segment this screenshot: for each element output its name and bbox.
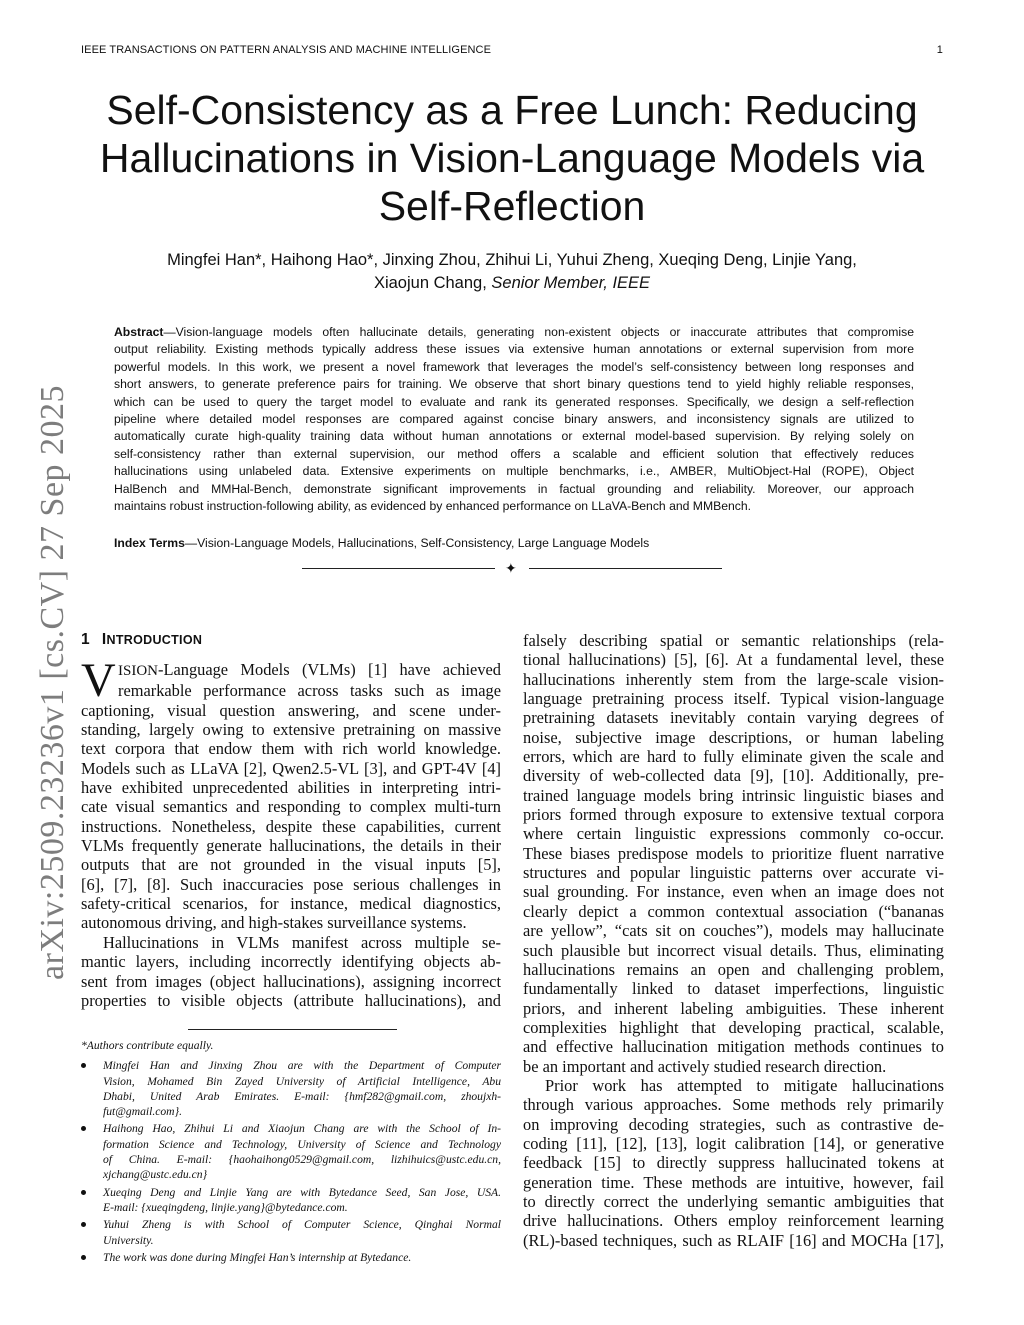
section-title-initial: I	[101, 631, 107, 648]
bullet-icon	[81, 1190, 86, 1195]
index-terms	[114, 535, 914, 552]
body-line: falsely describing spatial or semantic relationships (rela-	[523, 631, 944, 650]
author-name-last: Xiaojun Chang,	[373, 274, 487, 292]
abstract-line: self-consistency rather than external supervision, our method offers a scalable and efficient solution that effectively reduces	[114, 446, 914, 461]
body-line: [6], [7], [8]. Such inaccuracies pose serious challenges in	[81, 874, 501, 894]
body-line: noise, subjective image descriptions, or human labeling	[523, 727, 944, 747]
body-line: priors formed through exposure to extensive textual corpora	[523, 805, 944, 825]
footnote-line: xjchang@ustc.edu.cn}	[103, 1168, 208, 1182]
abstract-line: maintains robust instruction-following ability, as evidenced by enhanced performance on LLaVA-Bench and MMBench.	[114, 499, 752, 514]
equal-contribution-note: *Authors contribute equally.	[81, 1039, 214, 1052]
body-line: diversity of web-collected data [9], [10]. Additionally, pre-	[523, 766, 944, 786]
body-line: complexities highlight that developing practical, scalable,	[523, 1017, 944, 1037]
footnote-line: Mingfei Han and Jinxing Zhou are with the Department of Computer	[103, 1059, 501, 1073]
body-line: safety-critical scenarios, for instance, medical diagnostics,	[81, 894, 501, 914]
body-line: such plausible but incorrect visual details. Thus, eliminating	[523, 940, 944, 960]
body-line: trained language models bring intrinsic linguistic biases and	[523, 785, 944, 805]
body-line: (RL)-based techniques, such as RLAIF [16] and MOCHa [17],	[523, 1230, 944, 1250]
abstract-line: which can be used to query the target model to evaluate and rank its generated responses. Specifically, we design a self-reflection	[114, 394, 914, 409]
body-line: instructions. Nonetheless, despite these capabilities, current	[81, 816, 501, 836]
body-line: sent from images (object hallucinations), assigning incorrect	[81, 971, 501, 991]
abstract-line: short answers, to generate preference pairs for training. We observe that short binary questions tend to yield highly reliable responses,	[114, 377, 914, 392]
section-title-rest: NTRODUCTION	[106, 633, 203, 647]
body-line	[81, 660, 501, 681]
bullet-icon	[81, 1255, 86, 1260]
journal-name: IEEE TRANSACTIONS ON PATTERN ANALYSIS AND MACHINE INTELLIGENCE	[81, 44, 492, 56]
footnote-line: The work was done during Mingfei Han’s internship at Bytedance.	[103, 1250, 412, 1264]
body-line: priors, and inherent labeling ambiguities. These inherent	[523, 998, 944, 1018]
section-separator	[302, 561, 722, 580]
abstract	[114, 324, 914, 515]
section-heading	[81, 631, 202, 649]
body-line: drive hallucinations. Others employ reinforcement learning	[523, 1211, 944, 1231]
body-line: and effective hallucination mitigation methods continues to	[523, 1037, 944, 1057]
footnote-item	[81, 1121, 501, 1182]
title-line: Self-Reflection	[378, 183, 646, 229]
author-line-2	[90, 272, 934, 295]
body-line: hallucinations remains an open and challenging problem,	[523, 959, 944, 979]
footnote-line: E-mail: {xueqingdeng, linjie.yang}@bytedance.com.	[103, 1200, 348, 1214]
body-text: -Language Models (VLMs) [1] have achieved	[158, 660, 501, 679]
body-line: errors, which are hard to fully eliminate given the scale and	[523, 747, 944, 767]
body-line: clearly depict a common contextual association (“bananas	[523, 901, 944, 921]
abstract-line: powerful models. In this work, we present a novel framework that leverages the model’s self-consistency between long responses and	[114, 359, 914, 374]
body-line: text corpora that endow them with rich world knowledge.	[81, 739, 501, 759]
abstract-line: output reliability. Existing methods typically address these issues via extensive human annotations or external supervision from more	[114, 342, 914, 357]
body-line: outputs that are not grounded in the visual inputs [5],	[81, 855, 501, 875]
index-terms-label: Index Terms	[114, 536, 185, 550]
title-line: Hallucinations in Vision-Language Models via	[99, 135, 925, 181]
abstract-line: HalBench and MMHal-Bench, demonstrate significant improvements in factual grounding and reliability. Moreover, our approach	[114, 481, 914, 496]
body-line: remarkable performance across tasks such as image	[118, 681, 501, 701]
body-line: structures and popular linguistic patterns over accurate vi-	[523, 863, 944, 883]
paper-title	[80, 86, 944, 230]
body-line: through various approaches. Some methods rely primarily	[523, 1095, 944, 1115]
body-line: be an important and actively studied research direction.	[523, 1056, 887, 1076]
body-line: Hallucinations in VLMs manifest across multiple se-	[103, 932, 501, 952]
footnote-line: formation Science and Technology, University of Science and Technology	[103, 1137, 501, 1151]
body-line: Models such as LLaVA [2], Qwen2.5-VL [3], and GPT-4V [4]	[81, 758, 501, 778]
body-line: on improving decoding strategies, such as contrastive de-	[523, 1114, 944, 1134]
body-line: have exhibited unprecedented abilities in interpreting intri-	[81, 778, 501, 798]
separator-rule	[529, 568, 722, 569]
title-line: Self-Consistency as a Free Lunch: Reducing	[106, 87, 918, 133]
author-role: Senior Member, IEEE	[491, 274, 651, 292]
right-column	[523, 631, 944, 1250]
section-number: 1	[81, 631, 90, 648]
author-list	[90, 249, 934, 295]
body-line: properties to visible objects (attribute hallucinations), and	[81, 990, 501, 1010]
body-line: language pretraining process itself. Typical vision-language	[523, 689, 944, 709]
running-header	[81, 44, 943, 60]
intro-opening	[81, 654, 501, 707]
body-line: Prior work has attempted to mitigate hallucinations	[545, 1075, 944, 1095]
smallcaps-word: ISION	[118, 663, 158, 679]
footnote-line: Xueqing Deng and Linjie Yang are with Bytedance Seed, San Jose, USA.	[103, 1185, 501, 1199]
bullet-icon	[81, 1222, 86, 1227]
body-line: VLMs frequently generate hallucinations, the details in their	[81, 836, 501, 856]
index-terms-text: —Vision-Language Models, Hallucinations, Self-Consistency, Large Language Models	[184, 536, 650, 550]
body-line: captioning, visual question answering, and scene under-	[81, 700, 501, 720]
footnote-item	[81, 1058, 501, 1119]
body-line: fundamentally linked to dataset imperfections, linguistic	[523, 979, 944, 999]
body-line: standing, largely owing to extensive pretraining on massive	[81, 720, 501, 740]
abstract-line: automatically curate high-quality training data without human annotations or external model-based supervision. By relying solely on	[114, 429, 914, 444]
body-line: mantic layers, including incorrectly identifying objects ab-	[81, 952, 501, 972]
arxiv-identifier[interactable]: arXiv:2509.23236v1 [cs.CV] 27 Sep 2025	[34, 384, 71, 980]
footnote-line: Haihong Hao, Zhihui Li and Xiaojun Chang are with the School of In-	[103, 1122, 501, 1136]
abstract-label: Abstract	[114, 325, 164, 339]
separator-rule	[302, 568, 495, 569]
footnote-item	[81, 1250, 501, 1265]
left-column	[81, 654, 501, 1010]
body-line: where certain linguistic expressions commonly co-occur.	[523, 824, 944, 844]
footnote-line: of China. E-mail: {haohaihong0529@gmail.com, lizhihuics@ustc.edu.cn,	[103, 1153, 501, 1167]
footnote-line: fut@gmail.com}.	[103, 1105, 183, 1119]
body-line: sual grounding. For instance, even when an image does not	[523, 882, 944, 902]
footnote-rule	[188, 1029, 397, 1030]
body-line: coding [11], [12], [13], logit calibration [14], or generative	[523, 1133, 944, 1153]
abstract-line: hallucinations using unlabeled data. Extensive experiments on multiple benchmarks, i.e., AMBER, MultiObject-Hal (ROPE), Object	[114, 464, 914, 479]
body-line: feedback [15] to directly suppress hallucinated tokens at	[523, 1153, 944, 1173]
bullet-icon	[81, 1126, 86, 1131]
footnote-line: Yuhui Zheng is with School of Computer Science, Qinghai Normal	[103, 1218, 501, 1232]
footnote-line: University.	[103, 1233, 154, 1247]
abstract-text: —Vision-language models often hallucinate details, generating non-existent objects or inaccurate attributes that compromise	[163, 325, 914, 339]
body-line: autonomous driving, and high-stakes surveillance systems.	[81, 913, 467, 933]
abstract-line	[114, 324, 914, 341]
body-line: generation time. These methods are intuitive, however, fail	[523, 1172, 944, 1192]
drop-cap: V	[81, 654, 116, 707]
footnote-line: Dhabi, United Arab Emirates. E-mail: {hmf282@gmail.com, zhoujxh-	[103, 1089, 501, 1103]
body-line: tional hallucinations) [5], [6]. At a fundamental level, these	[523, 650, 944, 670]
abstract-line: pipeline where detailed model responses are compared against concise binary answers, and inconsistency signals are utilized to	[114, 412, 914, 427]
body-line: to directly correct the underlying semantic ambiguities that	[523, 1191, 944, 1211]
footnotes	[81, 1038, 501, 1267]
page-number: 1	[936, 44, 943, 56]
footnote-item	[81, 1185, 501, 1216]
author-line-1: Mingfei Han*, Haihong Hao*, Jinxing Zhou, Zhihui Li, Yuhui Zheng, Xueqing Deng, Linjie Yang,	[167, 251, 857, 269]
body-line: cate visual semantics and responding to complex multi-turn	[81, 797, 501, 817]
footnote-line: Vision, Mohamed Bin Zayed University of Artificial Intelligence, Abu	[103, 1074, 501, 1088]
separator-diamond-icon: ✦	[505, 561, 517, 577]
footnote-item	[81, 1217, 501, 1248]
body-line: hallucinations inherently stem from the large-scale vision-	[523, 669, 944, 689]
body-line: pretraining datasets inevitably contain varying degrees of	[523, 708, 944, 728]
body-line: are yellow”, “cats sit on couches”), models may hallucinate	[523, 921, 944, 941]
bullet-icon	[81, 1063, 86, 1068]
body-line: These biases predispose models to prioritize fluent narrative	[523, 843, 944, 863]
